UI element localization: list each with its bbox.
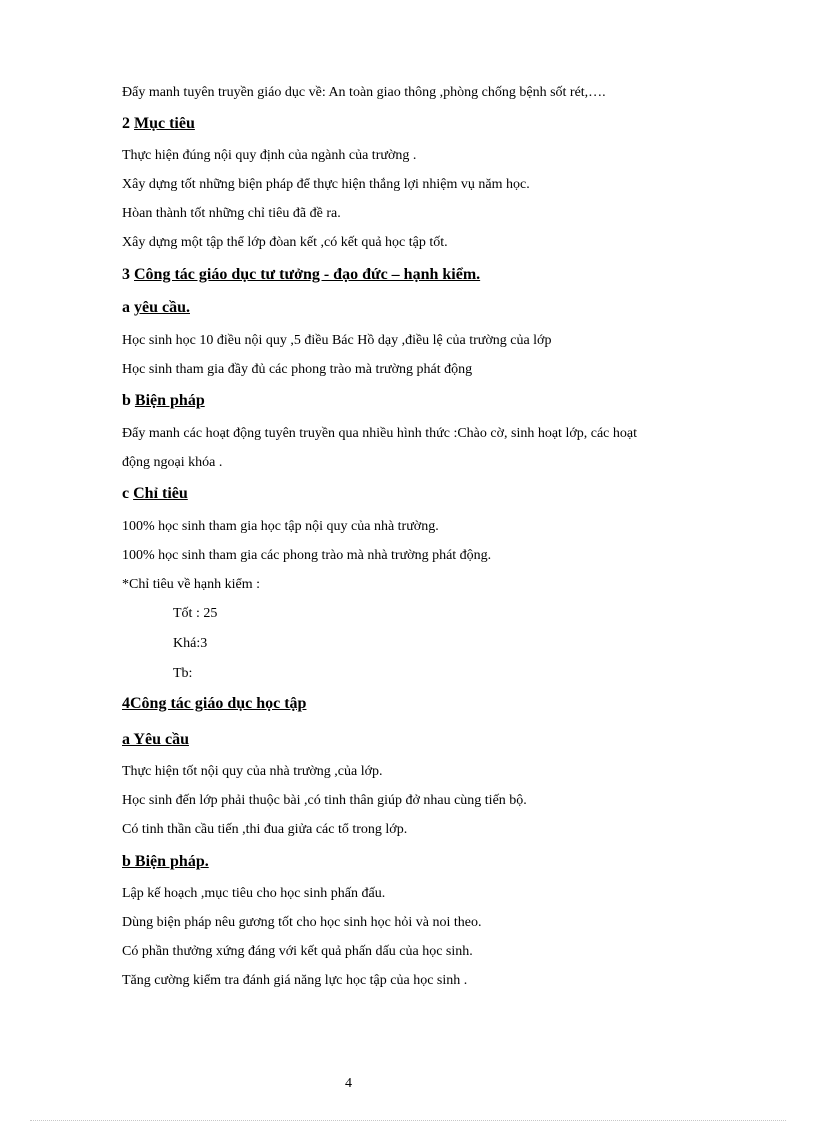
heading-number: a: [122, 299, 134, 316]
page-bottom-divider: [30, 1120, 786, 1121]
conduct-average: Tb:: [173, 666, 193, 681]
paragraph-line: *Chỉ tiêu về hạnh kiểm :: [122, 577, 261, 592]
paragraph-line: Xây dựng tốt những biện pháp để thực hiện thắng lợi nhiệm vụ năm học.: [122, 177, 530, 192]
paragraph-line: Xây dựng một tập thể lớp đòan kết ,có kết quả học tập tốt.: [122, 235, 448, 250]
heading-number: b: [122, 392, 135, 409]
paragraph-line: Hòan thành tốt những chỉ tiêu đã đề ra.: [122, 206, 341, 221]
paragraph-line: 100% học sinh tham gia học tập nội quy của nhà trường.: [122, 519, 439, 534]
heading-section-3: [122, 265, 480, 285]
paragraph-line: Lập kế hoạch ,mục tiêu cho học sinh phấn đấu.: [122, 886, 386, 901]
heading-section-2: [122, 114, 195, 134]
heading-3b: [122, 391, 205, 411]
paragraph-line: Thực hiện đúng nội quy định của ngành của trường .: [122, 148, 417, 163]
paragraph-line: động ngoại khóa .: [122, 455, 223, 470]
heading-title: Chỉ tiêu: [133, 485, 188, 502]
heading-3a: [122, 298, 190, 318]
heading-4a: a Yêu cầu: [122, 731, 189, 748]
heading-number: c: [122, 485, 134, 502]
paragraph-line: Thực hiện tốt nội quy của nhà trường ,của lớp.: [122, 764, 383, 779]
paragraph-line: Tăng cường kiểm tra đánh giá năng lực học tập của học sinh .: [122, 973, 468, 988]
heading-title: Mục tiêu: [134, 115, 195, 132]
conduct-good: Tốt : 25: [173, 606, 218, 621]
paragraph-line: Học sinh học 10 điều nội quy ,5 điều Bác Hồ dạy ,điều lệ của trường của lớp: [122, 333, 552, 348]
paragraph-line: Học sinh đến lớp phải thuộc bài ,có tinh thân giúp đở nhau cùng tiến bộ.: [122, 793, 527, 808]
paragraph-line: Dùng biện pháp nêu gương tốt cho học sinh học hỏi và noi theo.: [122, 915, 482, 930]
heading-title: Công tác giáo dục tư tưởng - đạo đức – hạnh kiểm.: [134, 266, 481, 283]
heading-section-4: 4Công tác giáo dục học tập: [122, 695, 307, 712]
intro-paragraph: Đẩy manh tuyên truyền giáo dục về: An toàn giao thông ,phòng chống bệnh sốt rét,….: [122, 85, 606, 100]
paragraph-line: Có phần thưởng xứng đáng với kết quả phấn dấu của học sinh.: [122, 944, 473, 959]
heading-number: 3: [122, 266, 134, 283]
heading-4b: b Biện pháp.: [122, 853, 209, 870]
heading-title: Biện pháp: [134, 392, 205, 409]
heading-title: yêu cầu.: [134, 299, 190, 316]
heading-number: 2: [122, 115, 134, 132]
paragraph-line: Học sinh tham gia đầy đủ các phong trào mà trường phát động: [122, 362, 473, 377]
conduct-fair: Khá:3: [173, 636, 208, 651]
page-number: 4: [345, 1076, 352, 1091]
heading-3c: [122, 484, 188, 504]
paragraph-line: Có tinh thần cầu tiến ,thi đua giửa các tổ trong lớp.: [122, 822, 408, 837]
paragraph-line: 100% học sinh tham gia các phong trào mà nhà trường phát động.: [122, 548, 492, 563]
paragraph-line: Đẩy manh các hoạt động tuyên truyền qua nhiều hình thức :Chào cờ, sinh hoạt lớp, các hoạt: [122, 426, 637, 441]
